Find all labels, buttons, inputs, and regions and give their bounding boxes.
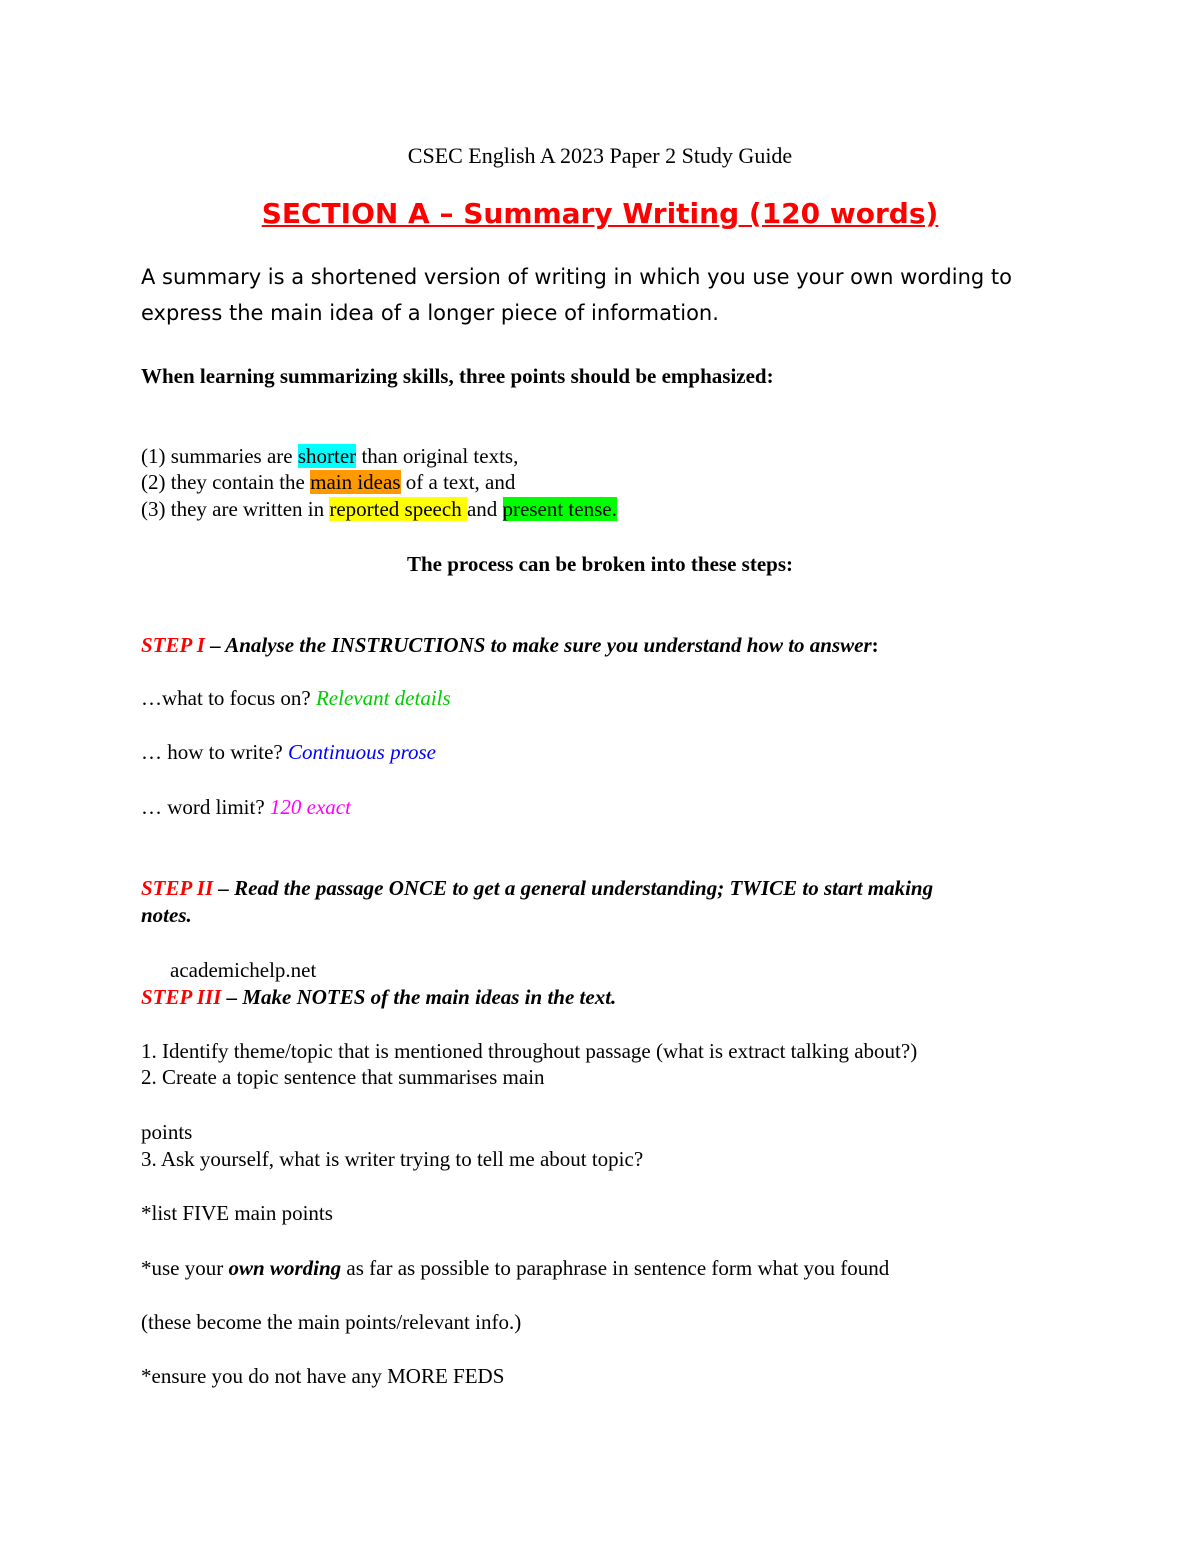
note-own-wording-post: as far as possible to paraphrase in sentence form what you found: [341, 1256, 890, 1280]
note-five-points: *list FIVE main points: [141, 1201, 333, 1225]
note-own-wording: [141, 1255, 889, 1281]
list-item-3: 3. Ask yourself, what is writer trying to tell me about topic?: [141, 1147, 644, 1171]
step-1-text: – Analyse the INSTRUCTIONS to make sure you understand how to answer: [204, 633, 872, 657]
question-focus: …what to focus on?: [141, 686, 316, 710]
process-heading: The process can be broken into these steps:: [407, 552, 793, 576]
step-1-question-3: [141, 794, 351, 820]
point-3-and: and: [466, 497, 503, 521]
point-1-text: (1) summaries are: [141, 444, 298, 468]
note-main-points: (these become the main points/relevant info.): [141, 1310, 522, 1334]
highlight-shorter: shorter: [297, 444, 357, 468]
intro-text: When learning summarizing skills, three points should be emphasized:: [141, 364, 774, 388]
list-item-2-cont: points: [141, 1120, 193, 1144]
list-item-2: 2. Create a topic sentence that summarises main: [141, 1065, 545, 1089]
point-2: [141, 469, 515, 495]
step-3-heading: [141, 984, 616, 1010]
point-2-text: (2) they contain the: [141, 470, 311, 494]
question-how: … how to write?: [141, 740, 288, 764]
step-2-heading: [141, 875, 933, 901]
note-more-feds: *ensure you do not have any MORE FEDS: [141, 1364, 505, 1388]
step-2-text-cont: notes.: [141, 903, 192, 927]
definition-line-2: express the main idea of a longer piece of information.: [141, 301, 719, 325]
point-2-tail: of a text, and: [400, 470, 516, 494]
step-3-text: – Make NOTES of the main ideas in the text.: [221, 985, 617, 1009]
step-1-colon: :: [871, 633, 879, 657]
step-1-question-2: [141, 739, 436, 765]
question-word-limit: … word limit?: [141, 795, 270, 819]
document-title: CSEC English A 2023 Paper 2 Study Guide: [407, 143, 793, 168]
step-1-heading: [141, 632, 879, 658]
step-3-label: STEP III: [141, 985, 222, 1009]
list-item-1: 1. Identify theme/topic that is mentioned throughout passage (what is extract talking about?): [141, 1039, 918, 1063]
emphasis-own-wording: own wording: [228, 1256, 342, 1280]
point-1-tail: than original texts,: [356, 444, 519, 468]
step-1-label: STEP I: [141, 633, 205, 657]
highlight-main-ideas: main ideas: [310, 470, 401, 494]
section-heading: SECTION A – Summary Writing (120 words): [261, 197, 939, 230]
definition-line-1: A summary is a shortened version of writing in which you use your own wording to: [141, 265, 1012, 289]
step-2-text: – Read the passage ONCE to get a general understanding; TWICE to start making: [213, 876, 934, 900]
note-own-wording-pre: *use your: [141, 1256, 229, 1280]
point-3: [141, 496, 617, 522]
step-1-question-1: [141, 685, 451, 711]
point-1: [141, 443, 518, 469]
highlight-present-tense: present tense.: [502, 497, 617, 521]
answer-relevant-details: Relevant details: [315, 686, 451, 710]
highlight-reported-speech: reported speech: [329, 497, 467, 521]
answer-120-exact: 120 exact: [269, 795, 351, 819]
answer-continuous-prose: Continuous prose: [287, 740, 436, 764]
step-2-label: STEP II: [141, 876, 214, 900]
point-3-text: (3) they are written in: [141, 497, 330, 521]
watermark-text: academichelp.net: [170, 958, 317, 982]
